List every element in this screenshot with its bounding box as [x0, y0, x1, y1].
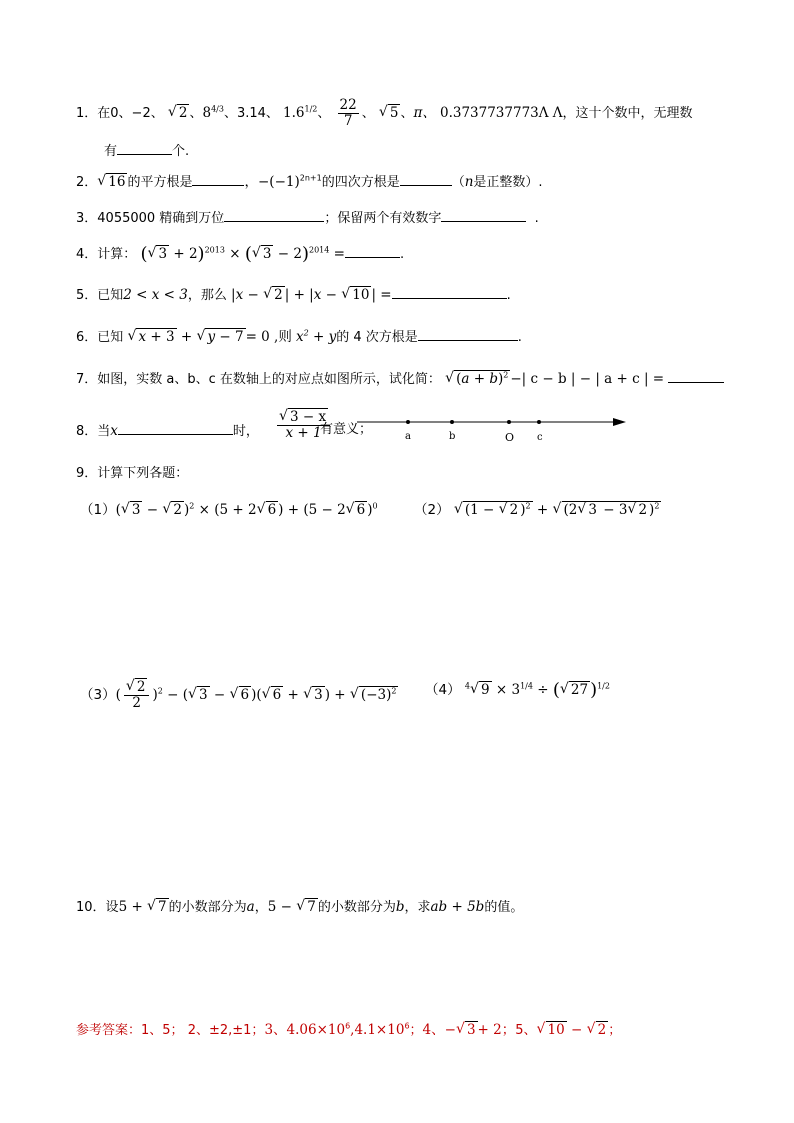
answer-blank[interactable]	[392, 284, 507, 299]
point-c	[537, 420, 541, 424]
axis-label-b: b	[449, 431, 456, 442]
question-9-part-3: （3）( √ $\frac{2}{2}$ )$^2$ − (√ 3 − √ 6 )(√ 6 + √ 3 ) + √ $(-3)^2$	[80, 680, 398, 711]
answer-blank[interactable]	[668, 368, 724, 383]
question-8: 8．当x 时，	[76, 420, 259, 442]
question-1-line-1: 1．在0、−2、 √ 2 、$8^{4/3}$、3.14、 $1.6^{1/2}$、 $\frac{22}{7}$ 、 √ 5 、π、 0.3737737773Λ Λ，这十个数中，无理数	[76, 98, 693, 129]
point-a	[406, 420, 410, 424]
answer-blank[interactable]	[418, 326, 518, 341]
answer-blank[interactable]	[345, 243, 400, 258]
reference-answers: 参考答案：1、5； 2、±2,±1；3、$4.06\times 10^6,4.1\times 10^6$；4、−√ 3 + 2；5、√ 10 − √ 2 ；	[76, 1020, 621, 1041]
question-9-part-1: （1）(√ 3 − √ 2 )$^2$ × (5 + 2√ 6 ) + (5 − 2√ 6 )$^0$	[80, 500, 378, 520]
axis-label-a: a	[405, 431, 411, 442]
question-9: 9．计算下列各题：	[76, 466, 189, 481]
question-9-part-2: （2） √ (1 − √ 2 )$^2$ + √ (2√ 3 − 3√ 2 )$^2$	[414, 500, 661, 520]
question-4: 4．计算： (√ 3 + 2)$^{2013}$ × (√ 3 − 2)$^{2014}$ = .	[76, 243, 404, 265]
q8-tail: 有意义；	[320, 422, 373, 437]
answer-blank[interactable]	[441, 207, 526, 222]
question-6: 6．已知 √ x + 3 + √ y − 7 = 0 ,则 $x^2 + y$的 4 次方根是 .	[76, 326, 522, 348]
answer-blank[interactable]	[224, 207, 324, 222]
question-10: 10．设5 + √ 7 的小数部分为a，5 − √ 7 的小数部分为b，求ab + 5b的值。	[76, 897, 523, 918]
q8-fraction: √ $\frac{3 - x}{x + 1}$	[277, 410, 330, 441]
point-o	[507, 420, 511, 424]
number-line	[355, 412, 635, 442]
question-2: 2．√ 16 的平方根是 ，$-(-1)^{2n+1}$的四次方根是 （n是正整数）.	[76, 171, 543, 193]
question-9-part-4: （4） $^4$√ $9 \times 3^{1/4}$ ÷ (√ 27 )$^{1/2}$	[425, 680, 610, 701]
question-5: 5．已知2 < x < 3，那么 |x − √ 2 | + |x − √ 10 | = .	[76, 284, 511, 306]
question-1-line-2: 有 个.	[104, 140, 189, 162]
answer-blank[interactable]	[400, 171, 452, 186]
fraction-22-7: $\frac{22}{7}$	[339, 97, 357, 129]
question-7: 7．如图，实数 a、b、c 在数轴上的对应点如图所示，试化简： √ $(a + b)^2$ −| c − b | − | a + c | =	[76, 368, 724, 390]
answer-blank[interactable]	[118, 420, 233, 435]
axis-label-o: O	[505, 431, 515, 444]
sqrt-2: √ 2	[168, 103, 190, 123]
question-3: 3．4055000 精确到万位 ；保留两个有效数字 .	[76, 207, 539, 229]
point-b	[450, 420, 454, 424]
answer-blank[interactable]	[192, 171, 244, 186]
answer-blank[interactable]	[117, 140, 172, 155]
axis-label-c: c	[537, 432, 543, 443]
arrow-head-icon	[613, 418, 626, 426]
